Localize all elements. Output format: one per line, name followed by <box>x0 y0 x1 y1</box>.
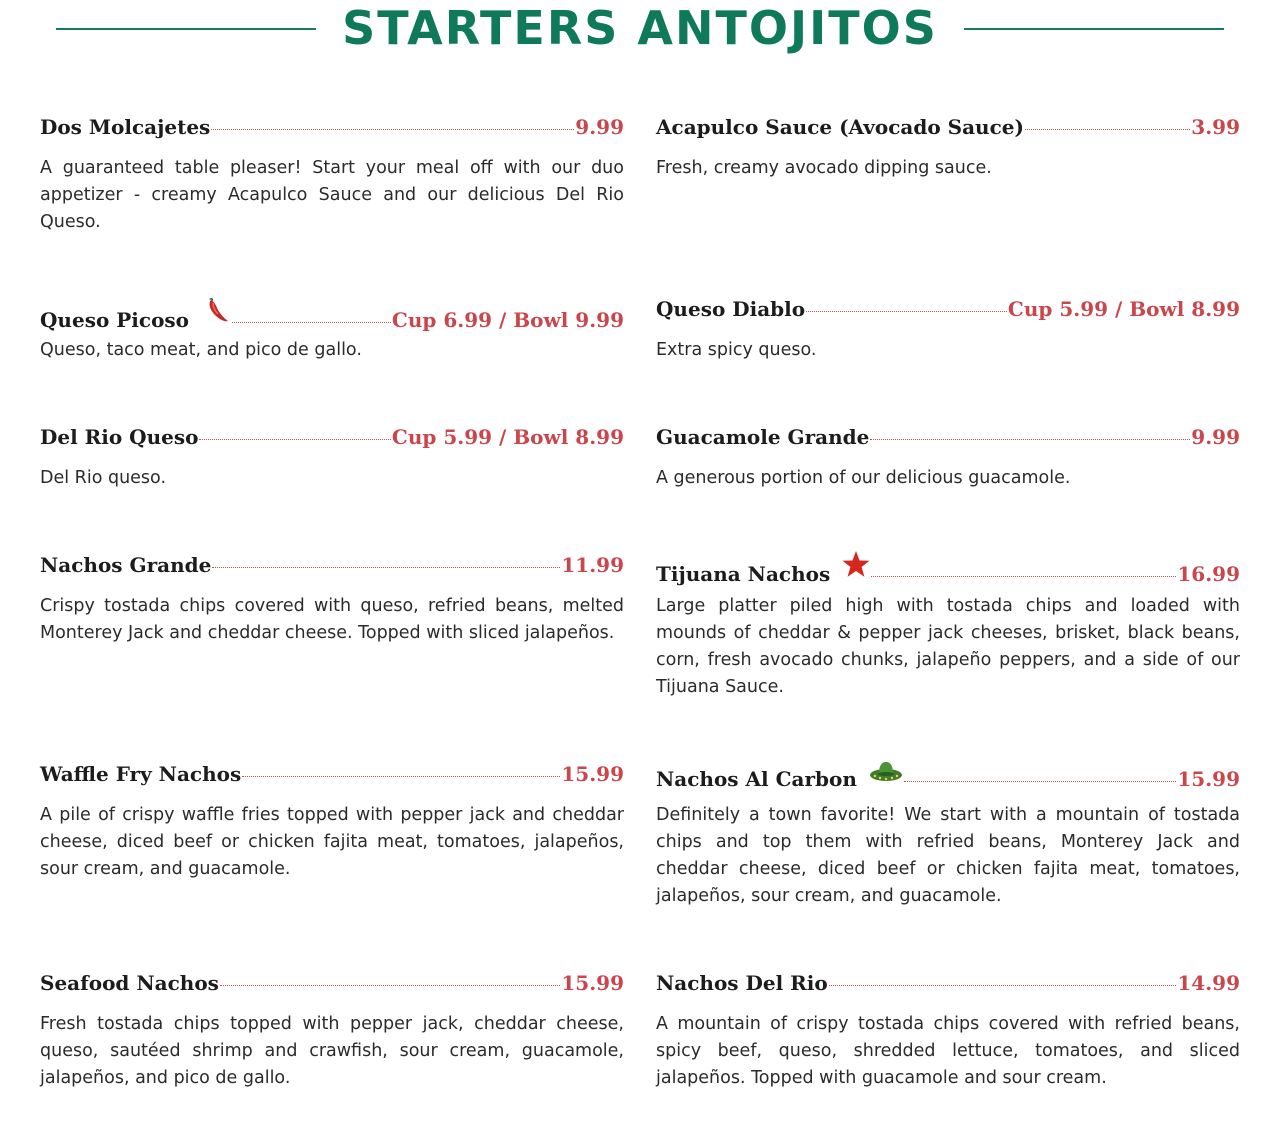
item-description: A mountain of crispy tostada chips covered with refried beans, spicy beef, queso, shredded lettuce, tomatoes, and sliced jalapeños. Topped with guacamole and sour cream. <box>656 1014 1240 1088</box>
item-description: Large platter piled high with tostada chips and loaded with mounds of cheddar & pepper jack cheeses, brisket, black beans, corn, fresh avocado chunks, jalapeño peppers, and a side of our Tijuana Sauce. <box>656 596 1240 697</box>
item-description: A guaranteed table pleaser! Start your meal off with our duo appetizer - creamy Acapulco Sauce and our delicious Del Rio Queso. <box>40 158 624 232</box>
item-price: Cup 6.99 / Bowl 9.99 <box>391 308 624 332</box>
item-description: A generous portion of our delicious guacamole. <box>656 468 1071 488</box>
item-price: 14.99 <box>1177 971 1240 995</box>
item-name: Tijuana Nachos <box>656 562 831 586</box>
dot-leader <box>870 439 1190 440</box>
menu-item-seafood-nachos <box>40 971 624 1092</box>
item-name: Queso Picoso <box>40 308 190 332</box>
item-price: Cup 5.99 / Bowl 8.99 <box>1007 297 1240 321</box>
dot-leader <box>211 129 574 130</box>
menu-item-queso-diablo <box>656 297 1240 364</box>
item-price: Cup 5.99 / Bowl 8.99 <box>391 425 624 449</box>
item-name: Del Rio Queso <box>40 425 199 449</box>
item-description: Definitely a town favorite! We start with a mountain of tostada chips and top them with refried beans, Monterey Jack and cheddar cheese, diced beef or chicken fajita meat, tomatoes, jalapeños, sour cream, and guacamole. <box>656 805 1240 906</box>
item-description: A pile of crispy waffle fries topped with pepper jack and cheddar cheese, diced beef or chicken fajita meat, tomatoes, jalapeños, sour cream, and guacamole. <box>40 805 624 879</box>
item-price: 15.99 <box>561 762 624 786</box>
section-title: STARTERS ANTOJITOS <box>342 1 938 55</box>
item-name: Nachos Grande <box>40 553 212 577</box>
dot-leader <box>829 985 1177 986</box>
item-description: Fresh, creamy avocado dipping sauce. <box>656 158 992 178</box>
dot-leader <box>1025 129 1190 130</box>
menu-item-nachos-al-carbon <box>656 762 1240 910</box>
dot-leader <box>871 576 1176 577</box>
item-description: Crispy tostada chips covered with queso, refried beans, melted Monterey Jack and cheddar cheese. Topped with sliced jalapeños. <box>40 596 624 643</box>
menu-item-dos-molcajetes <box>40 115 624 236</box>
star-icon <box>842 550 870 583</box>
item-name: Dos Molcajetes <box>40 115 211 139</box>
dot-leader <box>232 322 391 323</box>
item-name: Seafood Nachos <box>40 971 219 995</box>
dot-leader <box>220 985 560 986</box>
menu-item-waffle-fry-nachos <box>40 762 624 883</box>
item-price: 11.99 <box>561 553 624 577</box>
item-description: Queso, taco meat, and pico de gallo. <box>40 340 362 360</box>
menu-item-nachos-del-rio <box>656 971 1240 1092</box>
item-name: Nachos Del Rio <box>656 971 828 995</box>
chili-pepper-icon <box>201 294 231 329</box>
dot-leader <box>806 311 1007 312</box>
item-price: 9.99 <box>575 115 624 139</box>
item-description: Del Rio queso. <box>40 468 167 488</box>
menu-item-queso-picoso <box>40 297 624 364</box>
item-name: Nachos Al Carbon <box>656 767 857 791</box>
item-price: 3.99 <box>1191 115 1240 139</box>
sombrero-icon <box>869 759 903 788</box>
dot-leader <box>242 776 560 777</box>
item-description: Extra spicy queso. <box>656 340 817 360</box>
item-name: Guacamole Grande <box>656 425 870 449</box>
item-price: 16.99 <box>1177 562 1240 586</box>
item-price: 15.99 <box>1177 767 1240 791</box>
menu-item-nachos-grande <box>40 553 624 647</box>
menu-item-acapulco-sauce <box>656 115 1240 182</box>
dot-leader <box>904 781 1176 782</box>
menu-header <box>0 0 1270 60</box>
header-rule-left <box>56 28 316 30</box>
item-name: Acapulco Sauce (Avocado Sauce) <box>656 115 1024 139</box>
item-description: Fresh tostada chips topped with pepper jack, cheddar cheese, queso, sautéed shrimp and crawfish, sour cream, guacamole, jalapeños, and pico de gallo. <box>40 1014 624 1088</box>
item-name: Waffle Fry Nachos <box>40 762 242 786</box>
dot-leader <box>212 567 560 568</box>
dot-leader <box>199 439 390 440</box>
menu-item-tijuana-nachos <box>656 553 1240 701</box>
item-price: 15.99 <box>561 971 624 995</box>
item-price: 9.99 <box>1191 425 1240 449</box>
menu-item-del-rio-queso <box>40 425 624 492</box>
item-name: Queso Diablo <box>656 297 806 321</box>
header-rule-right <box>964 28 1224 30</box>
menu-item-guacamole-grande <box>656 425 1240 492</box>
